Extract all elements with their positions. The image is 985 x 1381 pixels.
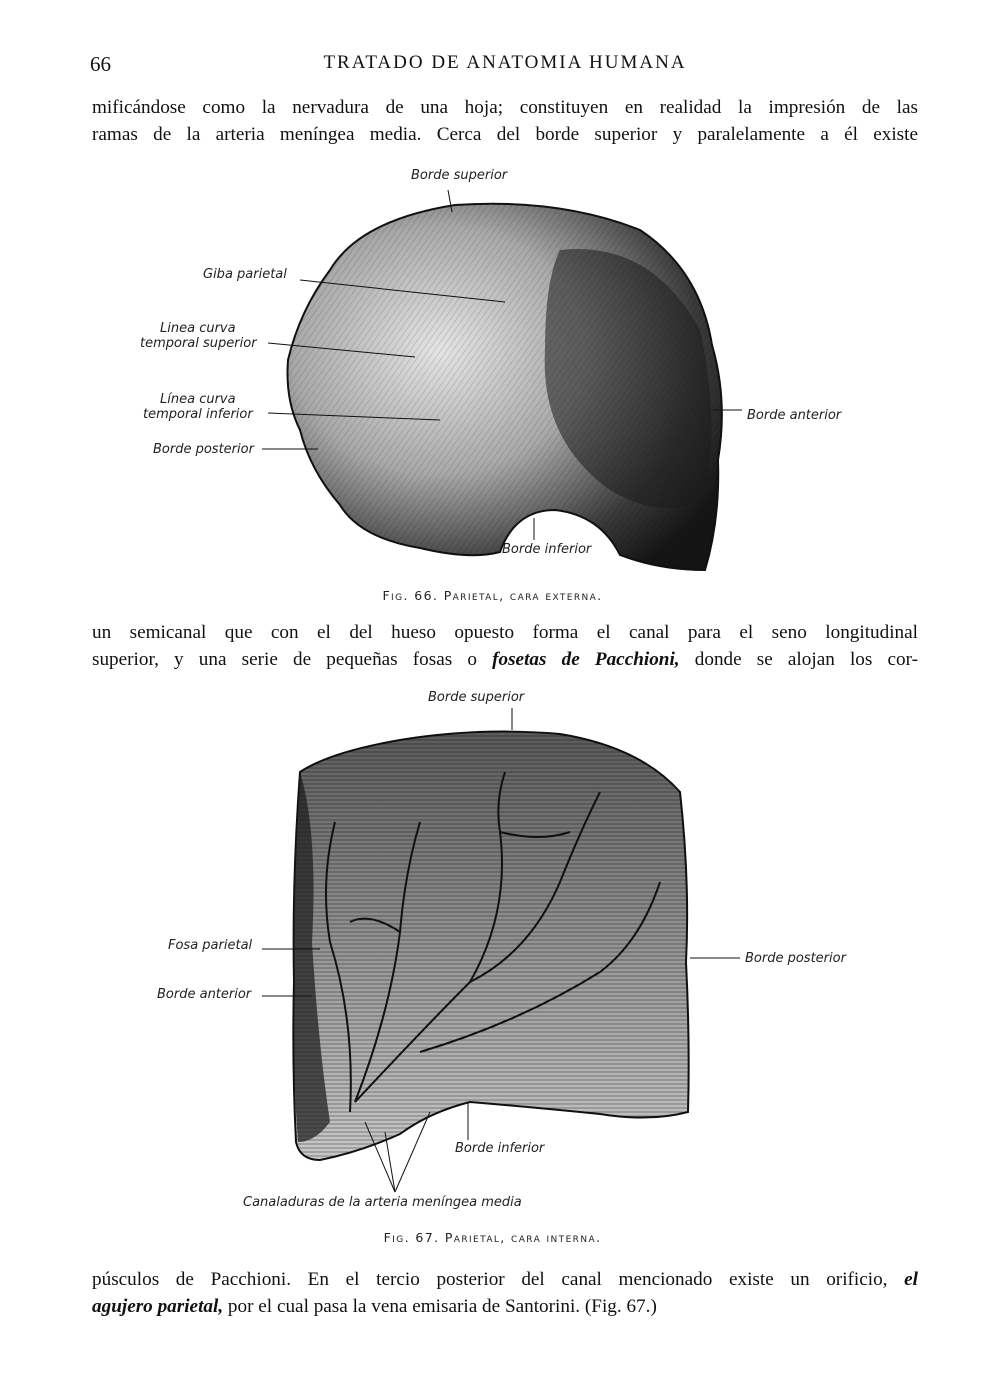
label-borde-inferior: Borde inferior bbox=[455, 1141, 545, 1156]
paragraph-line: un semicanal que con el del hueso opuesto forma el canal para el seno longitudinal bbox=[92, 622, 918, 643]
label-borde-inferior: Borde inferior bbox=[502, 542, 592, 557]
text-run: donde se alojan los cor- bbox=[679, 649, 918, 670]
caption-text: Parietal, cara interna. bbox=[444, 1230, 602, 1245]
label-borde-superior: Borde superior bbox=[411, 168, 508, 183]
italic-term: fosetas de Pacchioni, bbox=[492, 649, 680, 670]
label-linea-curva-superior-2: temporal superior bbox=[140, 336, 257, 351]
label-giba-parietal: Giba parietal bbox=[203, 267, 287, 282]
label-linea-curva-superior-1: Linea curva bbox=[160, 321, 236, 336]
figure-67-caption bbox=[0, 1230, 985, 1245]
italic-term: el bbox=[904, 1269, 918, 1290]
running-title: TRATADO DE ANATOMIA HUMANA bbox=[323, 52, 687, 73]
paragraph-line: ramas de la arteria meníngea media. Cerca del borde superior y paralelamente a él existe bbox=[92, 124, 918, 145]
parietal-internal-illustration bbox=[0, 682, 985, 1252]
page-number: 66 bbox=[90, 52, 111, 76]
label-linea-curva-inferior-2: temporal inferior bbox=[143, 407, 253, 422]
paragraph-line bbox=[92, 646, 918, 673]
figure-67 bbox=[0, 682, 985, 1252]
label-borde-posterior: Borde posterior bbox=[153, 442, 254, 457]
label-borde-anterior: Borde anterior bbox=[157, 987, 252, 1002]
text-run: púsculos de Pacchioni. En el tercio posterior del canal mencionado existe un orificio, bbox=[92, 1269, 905, 1290]
text-run: por el cual pasa la vena emisaria de Santorini. (Fig. 67.) bbox=[223, 1296, 657, 1317]
caption-text: Parietal, cara externa. bbox=[443, 588, 603, 603]
running-head bbox=[90, 52, 920, 80]
label-borde-superior: Borde superior bbox=[428, 690, 525, 705]
caption-number: Fig. 67. bbox=[383, 1230, 440, 1245]
label-borde-anterior: Borde anterior bbox=[747, 408, 842, 423]
italic-term: agujero parietal, bbox=[92, 1296, 224, 1317]
parietal-external-illustration bbox=[0, 160, 985, 610]
paragraph-line bbox=[92, 1266, 918, 1293]
caption-number: Fig. 66. bbox=[382, 588, 439, 603]
label-linea-curva-inferior-1: Línea curva bbox=[160, 392, 236, 407]
figure-66 bbox=[0, 160, 985, 610]
paragraph-line bbox=[92, 1293, 918, 1320]
paragraph-line: mificándose como la nervadura de una hoja; constituyen en realidad la impresión de las bbox=[92, 97, 918, 118]
label-borde-posterior: Borde posterior bbox=[745, 951, 846, 966]
label-fosa-parietal: Fosa parietal bbox=[168, 938, 253, 953]
figure-66-caption bbox=[0, 588, 985, 603]
text-run: superior, y una serie de pequeñas fosas o bbox=[92, 649, 493, 670]
label-canaladuras: Canaladuras de la arteria meníngea media bbox=[243, 1195, 522, 1210]
